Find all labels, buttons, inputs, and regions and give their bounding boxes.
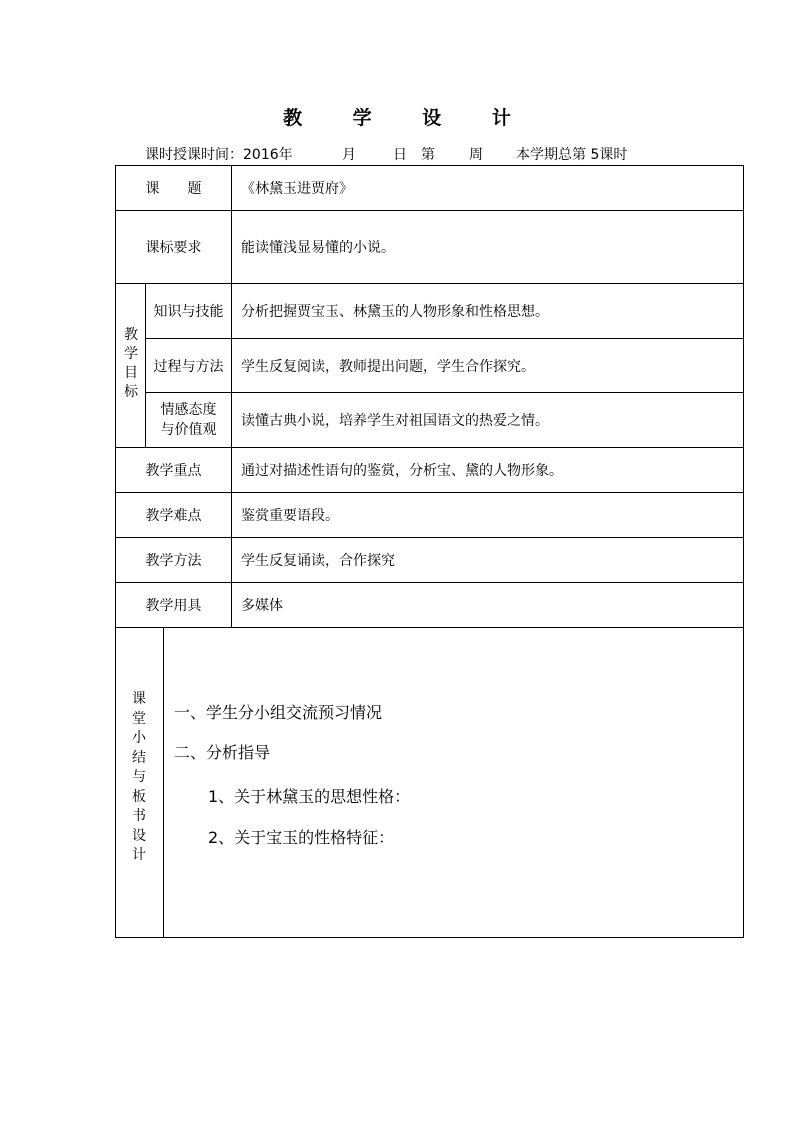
key-points-label: 教学重点	[145, 463, 202, 479]
process-method-label: 过程与方法	[153, 358, 224, 375]
topic-value: 《林黛玉进贾府》	[241, 181, 353, 197]
difficulties-value: 鉴赏重要语段。	[241, 508, 339, 524]
day-label: 日	[393, 147, 407, 163]
topic-label: 课 题	[145, 181, 202, 197]
emotion-values-label: 情感态度 与价值观	[160, 402, 217, 438]
knowledge-skills-value: 分析把握贾宝玉、林黛玉的人物形象和性格思想。	[241, 304, 549, 320]
board-line-2: 二、分析指导	[174, 743, 271, 762]
emotion-values-value: 读懂古典小说，培养学生对祖国语文的热爱之情。	[241, 413, 549, 429]
curriculum-value: 能读懂浅显易懂的小说。	[241, 240, 395, 256]
board-line-4: 2、关于宝玉的性格特征：	[208, 828, 395, 847]
process-method-value: 学生反复阅读，教师提出问题，学生合作探究。	[241, 358, 535, 375]
summary-group-label: 课 堂 小 结 与 板 书 设 计	[132, 691, 146, 863]
key-points-value: 通过对描述性语句的鉴赏，分析宝、黛的人物形象。	[241, 463, 563, 479]
week-prefix: 第	[421, 147, 435, 163]
week-suffix: 周	[469, 147, 483, 163]
board-line-3: 1、关于林黛玉的思想性格：	[208, 787, 411, 806]
methods-value: 学生反复诵读，合作探究	[241, 553, 395, 569]
month-label: 月	[342, 147, 356, 163]
curriculum-label: 课标要求	[145, 240, 202, 256]
tools-label: 教学用具	[145, 598, 202, 614]
methods-label: 教学方法	[145, 553, 202, 569]
document-title: 教 学 设 计	[283, 107, 533, 129]
tools-value: 多媒体	[241, 598, 283, 614]
date-label: 课时授课时间：2016年	[145, 147, 293, 163]
board-line-1: 一、学生分小组交流预习情况	[174, 703, 383, 722]
lesson-count: 本学期总第 5课时	[516, 147, 628, 163]
knowledge-skills-label: 知识与技能	[153, 304, 224, 320]
difficulties-label: 教学难点	[145, 508, 202, 524]
objectives-group-label: 教 学 目 标	[124, 327, 138, 400]
